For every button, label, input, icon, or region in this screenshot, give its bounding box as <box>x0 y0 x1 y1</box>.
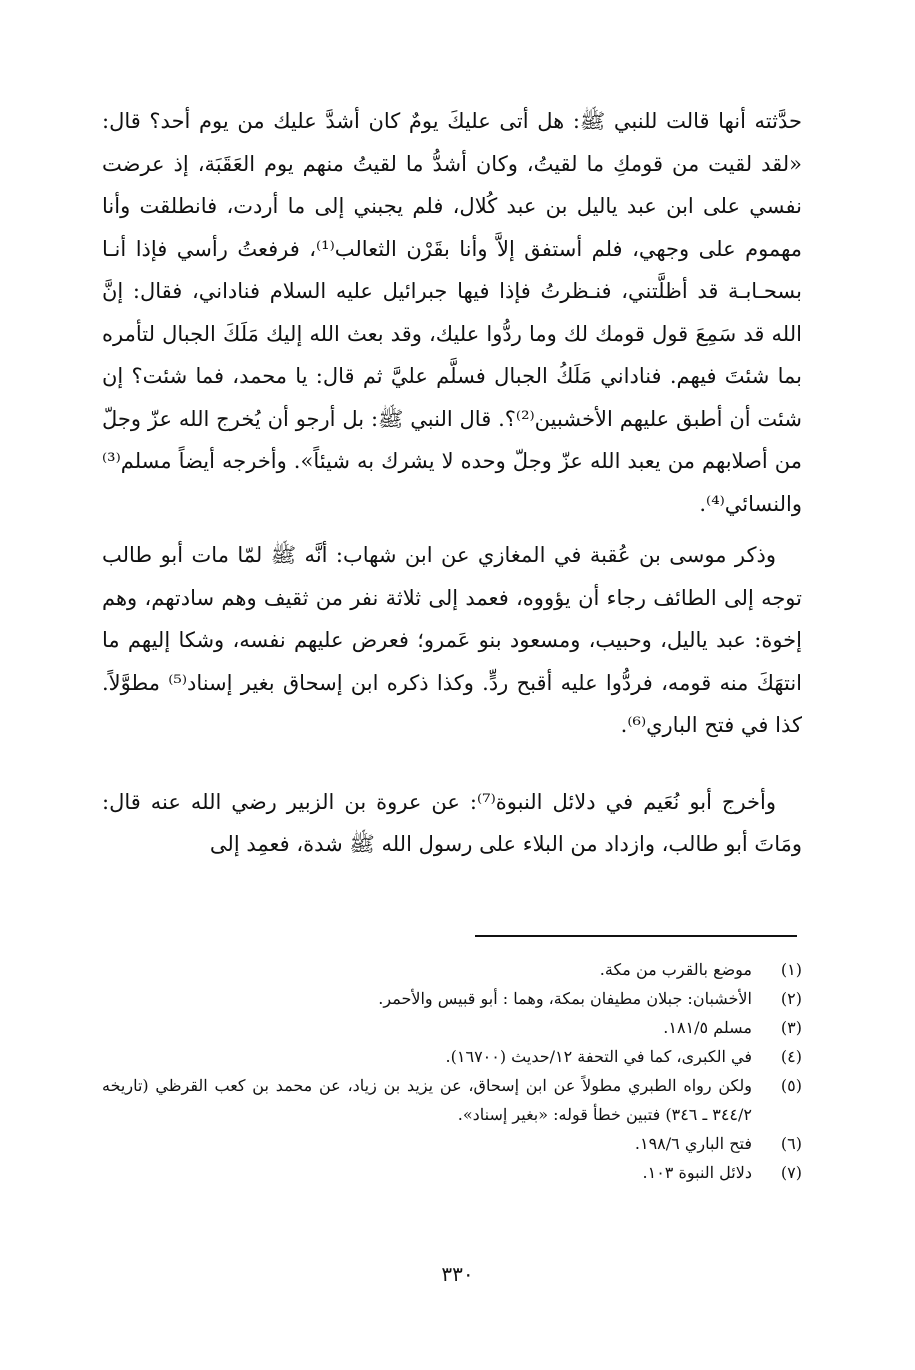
footnote-divider <box>475 935 797 937</box>
footnote-text: مسلم ١٨١/٥. <box>663 1018 752 1037</box>
footnote-item <box>102 1013 802 1042</box>
footnotes-list <box>102 955 802 1187</box>
paragraph-hadith: حدَّثته أنها قالت للنبي ﷺ: هل أتى عليكَ يومٌ كان أشدَّ عليك من يوم أحد؟ قال: «لقد لقيت من قومكِ ما لقيتُ، وكان أشدُّ ما لقيتُ منهم يوم العَقَبَة، إذ عرضت نفسي على ابن عبد ياليل بن عبد كُلال، فلم يجبني إلى ما أردت، فانطلقت وأنا مهموم على وجهي، فلم أستفق إلاَّ وأنا بقَرْن الثعالب⁽¹⁾، فرفعتُ رأسي فإذا أنـا بسحـابـة قد أظلَّتني، فنـظرتُ فإذا فيها جبرائيل عليه السلام فناداني، فقال: إنَّ الله قد سَمِعَ قول قومك لك وما ردُّوا عليك، وقد بعث الله إليك مَلَكَ الجبال لتأمره بما شئتَ فيهم. فناداني مَلَكُ الجبال فسلَّم عليَّ ثم قال: يا محمد، فما شئت؟ إن شئت أن أطبق عليهم الأخشبين⁽²⁾؟. قال النبي ﷺ: بل أرجو أن يُخرج الله عزّ وجلّ من أصلابهم من يعبد الله عزّ وجلّ وحده لا يشرك به شيئاً». وأخرجه أيضاً مسلم⁽³⁾ والنسائي⁽⁴⁾. <box>102 109 803 516</box>
footnote-item <box>102 1158 802 1187</box>
paragraph-abu-nuaym: وأخرج أبو نُعَيم في دلائل النبوة⁽⁷⁾: عن عروة بن الزبير رضي الله عنه قال: ومَاتَ أبو طالب، وازداد من البلاء على رسول الله ﷺ شدة، فعمِد إلى <box>102 789 802 856</box>
footnote-item <box>102 984 802 1013</box>
footnote-item <box>102 1129 802 1158</box>
footnote-text: الأخشبان: جبلان مطيفان بمكة، وهما : أبو قبيس والأحمر. <box>378 989 752 1008</box>
footnote-item <box>102 1042 802 1071</box>
footnote-item <box>102 955 802 984</box>
footnote-number: (٦) <box>780 1134 802 1153</box>
paragraph-musa-ibn-uqba: وذكر موسى بن عُقبة في المغازي عن ابن شهاب: أنَّه ﷺ لمّا مات أبو طالب توجه إلى الطائف رجاء أن يؤووه، فعمد إلى ثلاثة نفر من ثقيف وهم سادتهم، وهم إخوة: عبد ياليل، وحبيب، ومسعود بنو عَمرو؛ فعرض عليهم نفسه، وشكا إليهم ما انتهَكَ منه قومه، فردُّوا عليه أقبح ردٍّ. وكذا ذكره ابن إسحاق بغير إسناد⁽⁵⁾ مطوَّلاً. كذا في فتح الباري⁽⁶⁾. <box>102 543 802 737</box>
footnote-number: (٧) <box>780 1163 802 1182</box>
main-text <box>102 100 802 866</box>
footnote-text: فتح الباري ١٩٨/٦. <box>634 1134 752 1153</box>
footnote-number: (٤) <box>780 1047 802 1066</box>
page-number: ٣٣٠ <box>441 1262 474 1286</box>
footnote-number: (٢) <box>780 989 802 1008</box>
footnote-text: دلائل النبوة ١٠٣. <box>642 1163 752 1182</box>
footnote-number: (٥) <box>780 1076 802 1095</box>
footnote-text: موضع بالقرب من مكة. <box>599 960 752 979</box>
footnote-text: في الكبرى، كما في التحفة ١٢/حديث (١٦٧٠٠). <box>445 1047 752 1066</box>
footnote-text: ولكن رواه الطبري مطولاً عن ابن إسحاق، عن يزيد بن زياد، عن محمد بن كعب القرظي (تاريخه ٣٤٤/٢ ـ ٣٤٦) فتبين خطأ قوله: «بغير إسناد». <box>102 1076 752 1124</box>
footnote-number: (٣) <box>780 1018 802 1037</box>
footnote-number: (١) <box>780 960 802 979</box>
footnote-item <box>102 1071 802 1129</box>
